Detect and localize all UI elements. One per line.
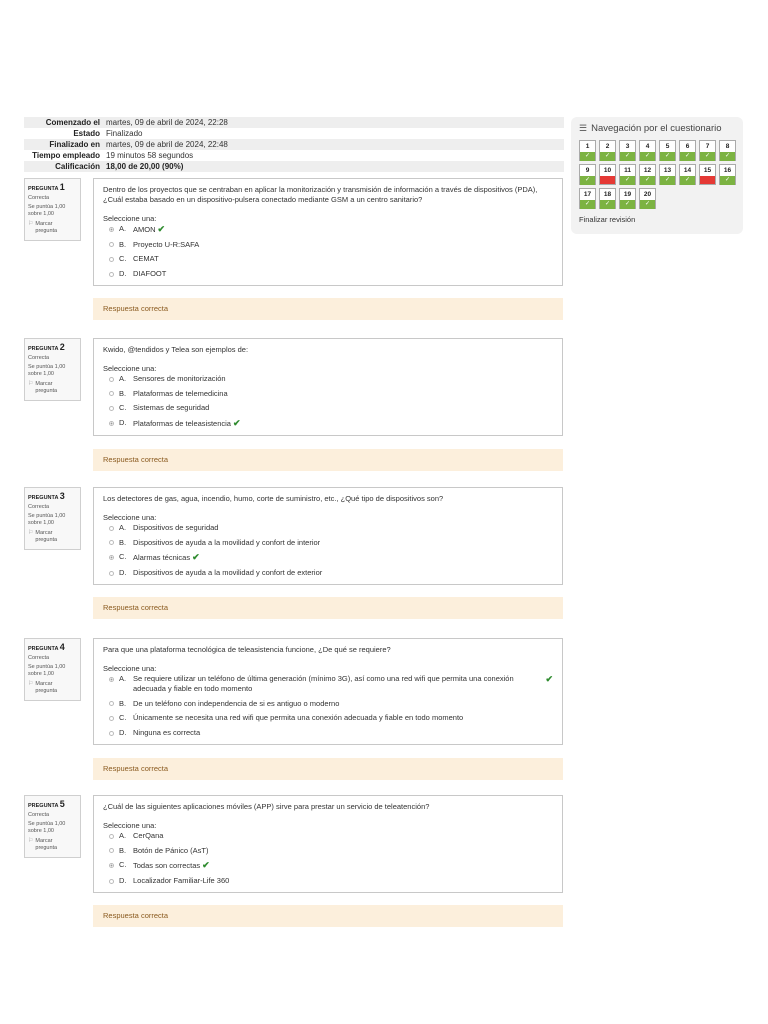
quiz-nav-button-19[interactable] xyxy=(619,188,636,209)
question-content-4 xyxy=(93,638,563,745)
quiz-navigation-title xyxy=(579,123,735,134)
check-icon: ✓ xyxy=(640,152,655,161)
question-text: ¿Cuál de las siguientes aplicaciones móviles (APP) sirve para prestar un servicio de teleatención? xyxy=(103,802,430,811)
check-icon: ✔ xyxy=(232,418,241,429)
radio-button[interactable] xyxy=(109,848,114,853)
answer-text-value: Plataformas de teleasistencia xyxy=(133,419,231,429)
answer-text xyxy=(133,224,553,235)
answer-text xyxy=(133,860,553,871)
answer-option[interactable] xyxy=(103,674,553,694)
radio-button[interactable] xyxy=(109,879,114,884)
answer-list xyxy=(103,831,553,886)
answer-option[interactable] xyxy=(103,374,553,384)
question-content-5 xyxy=(93,795,563,893)
radio-button[interactable] xyxy=(109,834,114,839)
feedback-correct: Respuesta correcta xyxy=(93,298,563,320)
answer-letter: B. xyxy=(119,388,127,398)
answer-option[interactable] xyxy=(103,846,553,856)
quiz-nav-button-14[interactable] xyxy=(679,164,696,185)
answer-option[interactable] xyxy=(103,224,553,235)
answer-option[interactable] xyxy=(103,269,553,279)
flag-question-link[interactable] xyxy=(28,221,77,235)
answer-option[interactable] xyxy=(103,254,553,264)
quiz-navigation-panel xyxy=(571,117,743,234)
quiz-nav-button-7[interactable] xyxy=(699,140,716,161)
answer-text xyxy=(133,240,553,250)
answer-text xyxy=(133,254,553,264)
answer-text-value: Se requiere utilizar un teléfono de última generación (mínimo 3G), así como una red wifi que permita una conexión adecuada y fiable en todo momento xyxy=(133,674,514,693)
answer-letter: A. xyxy=(119,674,127,683)
answer-letter: B. xyxy=(119,537,127,547)
answer-text-value: Ninguna es correcta xyxy=(133,728,201,738)
grade-line-1: Se puntúa 1,00 xyxy=(28,364,66,370)
summary-row-grade xyxy=(24,161,564,172)
quiz-nav-number: 12 xyxy=(643,167,652,174)
summary-value: 19 minutos 58 segundos xyxy=(106,151,194,160)
answer-list xyxy=(103,224,553,279)
answer-text xyxy=(133,674,553,694)
answer-prompt: Seleccione una: xyxy=(103,821,157,830)
answer-letter: D. xyxy=(119,269,127,279)
answer-text-value: Todas son correctas xyxy=(133,861,201,871)
question-number: 3 xyxy=(59,491,65,501)
quiz-nav-number: 19 xyxy=(623,191,632,198)
answer-text xyxy=(133,876,553,886)
quiz-nav-button-17[interactable] xyxy=(579,188,596,209)
answer-letter: D. xyxy=(119,418,127,428)
check-icon: ✔ xyxy=(157,224,166,234)
radio-button[interactable] xyxy=(109,406,114,411)
quiz-nav-number: 2 xyxy=(605,143,610,150)
question-content-1 xyxy=(93,178,563,286)
radio-button[interactable] xyxy=(109,272,114,277)
quiz-nav-button-2[interactable] xyxy=(599,140,616,161)
quiz-nav-button-9[interactable] xyxy=(579,164,596,185)
answer-text xyxy=(133,523,553,533)
question-grade xyxy=(28,664,77,678)
radio-button[interactable] xyxy=(109,571,114,576)
answer-letter: C. xyxy=(119,713,127,723)
radio-button[interactable] xyxy=(109,227,114,232)
grade-line-1: Se puntúa 1,00 xyxy=(28,821,66,827)
answer-letter: C. xyxy=(119,552,127,562)
feedback-correct: Respuesta correcta xyxy=(93,905,563,927)
answer-text xyxy=(133,568,553,578)
check-icon: ✔ xyxy=(202,860,210,871)
answer-text-value: Botón de Pánico (AsT) xyxy=(133,845,209,855)
quiz-nav-number: 13 xyxy=(663,167,672,174)
answer-list xyxy=(103,374,553,429)
question-state: Correcta xyxy=(28,355,50,361)
answer-text xyxy=(133,403,553,413)
radio-button[interactable] xyxy=(109,421,114,426)
flag-question-link[interactable] xyxy=(28,381,77,395)
question-info-3 xyxy=(24,487,81,550)
feedback-correct: Respuesta correcta xyxy=(93,758,563,780)
radio-button[interactable] xyxy=(109,526,114,531)
summary-row-finished xyxy=(24,139,564,150)
check-icon: ✓ xyxy=(660,152,675,161)
answer-text xyxy=(133,846,553,856)
flag-question-link[interactable] xyxy=(28,838,77,852)
flag-question-link[interactable] xyxy=(28,681,77,695)
summary-value: 18,00 de 20,00 (90%) xyxy=(106,162,184,171)
quiz-nav-number: 20 xyxy=(643,191,652,198)
grade-line-2: sobre 1,00 xyxy=(28,828,54,834)
answer-text-value: Dispositivos de seguridad xyxy=(133,523,219,532)
answer-text-value: CEMAT xyxy=(133,254,159,264)
question-text: Para que una plataforma tecnológica de teleasistencia funcione, ¿De qué se requiere? xyxy=(103,645,391,654)
answer-option[interactable] xyxy=(103,860,553,871)
summary-label: Comenzado el xyxy=(45,118,100,127)
answer-text xyxy=(133,831,553,841)
check-icon: ✓ xyxy=(720,152,735,161)
answer-list xyxy=(103,523,553,578)
answer-text-value: Dispositivos de ayuda a la movilidad y confort de interior xyxy=(133,537,321,547)
quiz-nav-number: 1 xyxy=(585,143,590,150)
answer-text xyxy=(133,552,553,563)
answer-text xyxy=(133,269,553,279)
answer-letter: C. xyxy=(119,403,127,413)
quiz-nav-number: 6 xyxy=(685,143,690,150)
question-content-2 xyxy=(93,338,563,436)
question-state: Correcta xyxy=(28,812,50,818)
summary-row-state xyxy=(24,128,564,139)
answer-option[interactable] xyxy=(103,876,553,886)
check-icon: ✓ xyxy=(600,152,615,161)
question-label: PREGUNTA xyxy=(28,346,59,352)
quiz-nav-number: 4 xyxy=(645,143,650,150)
incorrect-status xyxy=(600,176,615,184)
feedback-correct: Respuesta correcta xyxy=(93,449,563,471)
check-icon: ✓ xyxy=(580,176,595,185)
quiz-nav-button-11[interactable] xyxy=(619,164,636,185)
check-icon: ✓ xyxy=(580,200,595,209)
answer-letter: B. xyxy=(119,845,127,855)
answer-prompt: Seleccione una: xyxy=(103,513,157,522)
answer-option[interactable] xyxy=(103,699,553,709)
summary-row-started xyxy=(24,117,564,128)
answer-text xyxy=(133,538,553,548)
attempt-summary xyxy=(24,117,564,172)
incorrect-status xyxy=(700,176,715,184)
flag-question-link[interactable] xyxy=(28,530,77,544)
quiz-nav-button-10[interactable] xyxy=(599,164,616,185)
quiz-navigation-grid xyxy=(579,140,735,209)
radio-button[interactable] xyxy=(109,677,114,682)
quiz-nav-button-18[interactable] xyxy=(599,188,616,209)
check-icon: ✓ xyxy=(600,200,615,209)
summary-label: Calificación xyxy=(55,162,100,171)
quiz-nav-button-1[interactable] xyxy=(579,140,596,161)
answer-option[interactable] xyxy=(103,418,553,429)
radio-button[interactable] xyxy=(109,391,114,396)
grade-line-1: Se puntúa 1,00 xyxy=(28,204,66,210)
quiz-navigation-title-text: Navegación por el cuestionario xyxy=(591,123,722,134)
answer-option[interactable] xyxy=(103,713,553,723)
finish-review-link[interactable]: Finalizar revisión xyxy=(579,215,636,224)
summary-value: Finalizado xyxy=(106,129,143,138)
radio-button[interactable] xyxy=(109,701,114,706)
flag-icon: ⚐ xyxy=(28,838,34,844)
question-state: Correcta xyxy=(28,655,50,661)
answer-text xyxy=(133,389,553,399)
question-grade xyxy=(28,513,77,527)
flag-label-2: pregunta xyxy=(35,388,58,394)
question-number: 5 xyxy=(59,799,65,809)
quiz-nav-number: 14 xyxy=(683,167,692,174)
answer-option[interactable] xyxy=(103,389,553,399)
answer-text-value: DIAFOOT xyxy=(133,269,167,279)
question-text: Kwido, @tendidos y Telea son ejemplos de: xyxy=(103,345,249,354)
flag-icon: ⚐ xyxy=(28,221,34,227)
radio-button[interactable] xyxy=(109,863,114,868)
radio-button[interactable] xyxy=(109,242,114,247)
answer-text-value: Sensores de monitorización xyxy=(133,374,226,383)
quiz-nav-button-6[interactable] xyxy=(679,140,696,161)
check-icon: ✓ xyxy=(720,176,735,185)
question-grade xyxy=(28,364,77,378)
question-state: Correcta xyxy=(28,195,50,201)
check-icon: ✓ xyxy=(640,200,655,209)
quiz-nav-button-15[interactable] xyxy=(699,164,716,185)
question-title xyxy=(28,491,77,501)
quiz-nav-number: 3 xyxy=(625,143,630,150)
question-state: Correcta xyxy=(28,504,50,510)
answer-text-value: CerQana xyxy=(133,831,164,840)
answer-text xyxy=(133,728,553,738)
flag-icon: ⚐ xyxy=(28,381,34,387)
answer-letter: D. xyxy=(119,728,127,738)
flag-label-1: Marcar xyxy=(35,530,53,536)
answer-text-value: Localizador Familiar-Life 360 xyxy=(133,876,230,886)
answer-prompt: Seleccione una: xyxy=(103,364,157,373)
quiz-nav-button-13[interactable] xyxy=(659,164,676,185)
answer-option[interactable] xyxy=(103,240,553,250)
question-text: Dentro de los proyectos que se centraban en aplicar la monitorización y transmisión de información a través de dispositivos (PDA), ¿Cuál estaba basado en un dispositivo-pulsera conectado mediante GSM a un centro sanitario? xyxy=(103,185,538,204)
quiz-nav-number: 18 xyxy=(603,191,612,198)
answer-text xyxy=(133,374,553,384)
flag-label-1: Marcar xyxy=(35,838,53,844)
answer-option[interactable] xyxy=(103,831,553,841)
check-icon: ✓ xyxy=(580,152,595,161)
answer-text-value: Plataformas de telemedicina xyxy=(133,388,228,398)
flag-label-1: Marcar xyxy=(35,381,53,387)
question-label: PREGUNTA xyxy=(28,803,59,809)
quiz-nav-number: 7 xyxy=(705,143,710,150)
quiz-nav-button-20[interactable] xyxy=(639,188,656,209)
quiz-nav-button-5[interactable] xyxy=(659,140,676,161)
summary-value: martes, 09 de abril de 2024, 22:48 xyxy=(106,140,228,149)
question-label: PREGUNTA xyxy=(28,646,59,652)
radio-button[interactable] xyxy=(109,555,114,560)
check-icon: ✓ xyxy=(620,176,635,185)
answer-letter: A. xyxy=(119,831,127,840)
answer-letter: C. xyxy=(119,254,127,264)
flag-label-2: pregunta xyxy=(35,537,58,543)
quiz-nav-button-12[interactable] xyxy=(639,164,656,185)
check-icon: ✔ xyxy=(545,674,553,684)
answer-option[interactable] xyxy=(103,552,553,563)
quiz-nav-number: 8 xyxy=(725,143,730,150)
grade-line-2: sobre 1,00 xyxy=(28,671,54,677)
check-icon: ✓ xyxy=(680,176,695,185)
quiz-nav-button-4[interactable] xyxy=(639,140,656,161)
answer-letter: A. xyxy=(119,224,127,233)
question-info-5 xyxy=(24,795,81,858)
radio-button[interactable] xyxy=(109,540,114,545)
question-title xyxy=(28,342,77,352)
check-icon: ✓ xyxy=(620,200,635,209)
question-grade xyxy=(28,821,77,835)
answer-prompt: Seleccione una: xyxy=(103,664,157,673)
question-title xyxy=(28,642,77,652)
question-number: 4 xyxy=(59,642,65,652)
flag-label-1: Marcar xyxy=(35,681,53,687)
grade-line-2: sobre 1,00 xyxy=(28,211,54,217)
check-icon: ✓ xyxy=(620,152,635,161)
quiz-nav-button-3[interactable] xyxy=(619,140,636,161)
flag-icon: ⚐ xyxy=(28,681,34,687)
grade-line-1: Se puntúa 1,00 xyxy=(28,513,66,519)
quiz-nav-number: 16 xyxy=(723,167,732,174)
answer-text-value: Proyecto U-R:SAFA xyxy=(133,239,200,249)
question-info-2 xyxy=(24,338,81,401)
answer-option[interactable] xyxy=(103,403,553,413)
question-info-1 xyxy=(24,178,81,241)
question-content-3 xyxy=(93,487,563,585)
question-text: Los detectores de gas, agua, incendio, humo, corte de suministro, etc., ¿Qué tipo de dispositivos son? xyxy=(103,494,444,503)
flag-label-2: pregunta xyxy=(35,228,58,234)
summary-label: Estado xyxy=(73,129,100,138)
answer-text xyxy=(133,418,553,429)
answer-letter: D. xyxy=(119,876,127,886)
answer-option[interactable] xyxy=(103,538,553,548)
quiz-nav-number: 10 xyxy=(603,167,612,174)
question-grade xyxy=(28,204,77,218)
radio-button[interactable] xyxy=(109,716,114,721)
answer-text-value: Únicamente se necesita una red wifi que permita una conexión adecuada y fiable en todo momento xyxy=(133,713,464,723)
quiz-nav-number: 11 xyxy=(624,167,631,174)
check-icon: ✔ xyxy=(192,552,200,563)
answer-text-value: Sistemas de seguridad xyxy=(133,403,210,413)
answer-text-value: AMON xyxy=(133,225,156,234)
check-icon: ✓ xyxy=(680,152,695,161)
answer-option[interactable] xyxy=(103,523,553,533)
quiz-nav-button-16[interactable] xyxy=(719,164,736,185)
grade-line-1: Se puntúa 1,00 xyxy=(28,664,66,670)
answer-letter: A. xyxy=(119,374,127,383)
check-icon: ✓ xyxy=(640,176,655,185)
answer-text-value: Dispositivos de ayuda a la movilidad y confort de exterior xyxy=(133,568,323,578)
question-number: 1 xyxy=(59,182,65,192)
summary-row-time xyxy=(24,150,564,161)
answer-letter: D. xyxy=(119,568,127,578)
summary-label: Finalizado en xyxy=(49,140,100,149)
radio-button[interactable] xyxy=(109,377,114,382)
feedback-correct: Respuesta correcta xyxy=(93,597,563,619)
flag-label-2: pregunta xyxy=(35,688,58,694)
answer-option[interactable] xyxy=(103,568,553,578)
flag-label-2: pregunta xyxy=(35,845,58,851)
radio-button[interactable] xyxy=(109,257,114,262)
question-title xyxy=(28,799,77,809)
answer-prompt: Seleccione una: xyxy=(103,214,157,223)
answer-letter: C. xyxy=(119,860,127,870)
question-info-4 xyxy=(24,638,81,701)
question-label: PREGUNTA xyxy=(28,495,59,501)
quiz-nav-number: 17 xyxy=(583,191,592,198)
answer-letter: A. xyxy=(119,523,127,532)
quiz-nav-number: 15 xyxy=(703,167,712,174)
question-number: 2 xyxy=(59,342,65,352)
radio-button[interactable] xyxy=(109,731,114,736)
summary-label: Tiempo empleado xyxy=(32,151,100,160)
question-title xyxy=(28,182,77,192)
menu-icon: ☰ xyxy=(579,123,588,133)
answer-letter: B. xyxy=(119,239,127,249)
summary-value: martes, 09 de abril de 2024, 22:28 xyxy=(106,118,228,127)
quiz-nav-number: 9 xyxy=(585,167,590,174)
answer-text xyxy=(133,699,553,709)
grade-line-2: sobre 1,00 xyxy=(28,520,54,526)
grade-line-2: sobre 1,00 xyxy=(28,371,54,377)
flag-icon: ⚐ xyxy=(28,530,34,536)
answer-text-value: Alarmas técnicas xyxy=(133,553,191,563)
answer-letter: B. xyxy=(119,698,127,708)
answer-text-value: De un teléfono con independencia de si es antiguo o moderno xyxy=(133,698,340,708)
answer-option[interactable] xyxy=(103,728,553,738)
quiz-nav-button-8[interactable] xyxy=(719,140,736,161)
question-label: PREGUNTA xyxy=(28,186,59,192)
check-icon: ✓ xyxy=(660,176,675,185)
quiz-nav-number: 5 xyxy=(665,143,670,150)
answer-list xyxy=(103,674,553,738)
answer-text xyxy=(133,713,553,723)
check-icon: ✓ xyxy=(700,152,715,161)
flag-label-1: Marcar xyxy=(35,221,53,227)
